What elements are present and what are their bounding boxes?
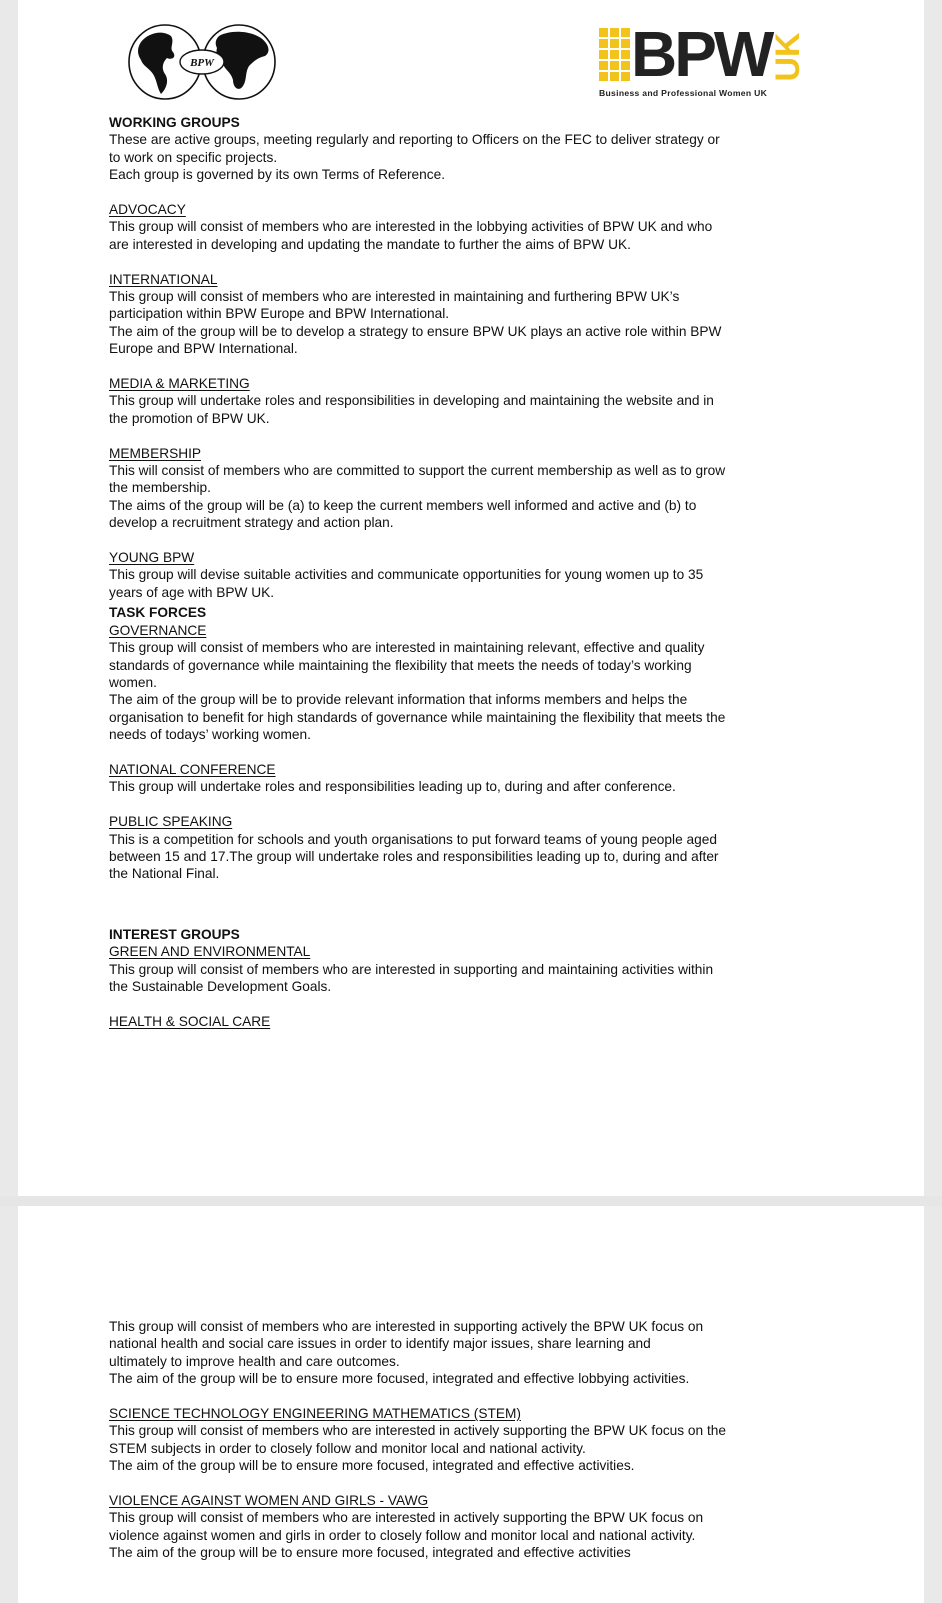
page-2-sections: [109, 1405, 829, 1562]
section-title: MEMBERSHIP: [109, 445, 202, 461]
body-text-line: This group will consist of members who are interested in maintaining and furthering BPW UK’s: [109, 289, 680, 305]
section-membership: [109, 445, 829, 532]
body-text-line: develop a recruitment strategy and action plan.: [109, 515, 394, 531]
logo-uk-mark: [768, 26, 807, 88]
body-text-line: standards of governance while maintaining the flexibility that meets the needs of today’s working: [109, 657, 692, 673]
section-international: [109, 271, 829, 358]
task-forces-heading: TASK FORCES: [109, 605, 207, 621]
section-title: YOUNG BPW: [109, 550, 195, 566]
body-text-line: The aim of the group will be to ensure more focused, integrated and effective lobbying activities.: [109, 1371, 690, 1387]
logo-grid-icon: [599, 28, 633, 90]
body-text-line: years of age with BPW UK.: [109, 584, 275, 600]
body-text-line: are interested in developing and updating the mandate to further the aims of BPW UK.: [109, 236, 631, 252]
section-public-speaking: [109, 813, 829, 883]
section-advocacy: [109, 201, 829, 253]
section-national-conference: [109, 761, 829, 796]
body-text-line: needs of todays’ working women.: [109, 727, 311, 743]
body-text-line: The aim of the group will be to ensure more focused, integrated and effective activities.: [109, 1458, 635, 1474]
body-text-line: This group will consist of members who are interested in supporting and maintaining activities within: [109, 961, 714, 977]
section-title: INTERNATIONAL: [109, 271, 218, 287]
body-text-line: between 15 and 17.The group will undertake roles and responsibilities leading up to, during and after: [109, 848, 719, 864]
body-text-line: the promotion of BPW UK.: [109, 410, 270, 426]
body-text-line: This group will undertake roles and responsibilities in developing and maintaining the website and in: [109, 393, 714, 409]
body-text-line: Europe and BPW International.: [109, 341, 298, 357]
body-text-line: participation within BPW Europe and BPW International.: [109, 306, 450, 322]
section-title: VIOLENCE AGAINST WOMEN AND GIRLS - VAWG: [109, 1493, 429, 1509]
body-text-line: to work on specific projects.: [109, 149, 278, 165]
body-text-line: This is a competition for schools and youth organisations to put forward teams of young people aged: [109, 831, 717, 847]
body-text-line: The aims of the group will be (a) to keep the current members well informed and active and (b) to: [109, 497, 697, 513]
body-text-line: This group will consist of members who are interested in actively supporting the BPW UK focus on: [109, 1510, 704, 1526]
logo-uk-text: UK: [768, 32, 807, 82]
bpw-uk-logo: [599, 18, 814, 102]
section-governance: [109, 622, 829, 744]
section-title: GREEN AND ENVIRONMENTAL: [109, 944, 311, 960]
section-science-technology-engineering-mathematics-stem: [109, 1405, 829, 1475]
interest-groups-sections: [109, 943, 829, 1030]
working-groups-heading: WORKING GROUPS: [109, 115, 240, 130]
health-care-continuation: [109, 1318, 829, 1388]
body-text-line: the membership.: [109, 480, 211, 496]
page-separator: [0, 1196, 942, 1206]
body-text-line: The aim of the group will be to ensure more focused, integrated and effective activities: [109, 1545, 631, 1561]
section-title: NATIONAL CONFERENCE: [109, 761, 276, 777]
body-text-line: Each group is governed by its own Terms of Reference.: [109, 167, 446, 183]
body-text-line: This group will consist of members who are interested in supporting actively the BPW UK focus on: [109, 1319, 704, 1334]
page-1-content: [109, 114, 829, 1030]
working-groups-intro: [109, 131, 829, 183]
page-2-content: [109, 1318, 829, 1562]
body-text-line: The aim of the group will be to provide relevant information that informs members and helps the: [109, 692, 688, 708]
working-groups-sections: [109, 184, 829, 602]
body-text-line: organisation to benefit for high standards of governance while maintaining the flexibility that meets the: [109, 709, 726, 725]
section-title: SCIENCE TECHNOLOGY ENGINEERING MATHEMATICS (STEM): [109, 1406, 521, 1422]
body-text-line: national health and social care issues in order to identify major issues, share learning and: [109, 1336, 651, 1352]
task-forces-sections: [109, 622, 829, 883]
body-text-line: The aim of the group will be to develop a strategy to ensure BPW UK plays an active role within BPW: [109, 323, 722, 339]
section-title: MEDIA & MARKETING: [109, 376, 250, 392]
section-violence-against-women-and-girls-vawg: [109, 1492, 829, 1562]
body-text-line: the Sustainable Development Goals.: [109, 978, 332, 994]
body-text-line: violence against women and girls in order to closely follow and monitor local and national activity.: [109, 1527, 696, 1543]
body-text-line: ultimately to improve health and care outcomes.: [109, 1353, 400, 1369]
section-title: GOVERNANCE: [109, 622, 207, 638]
body-text-line: This group will devise suitable activities and communicate opportunities for young women up to 35: [109, 567, 704, 583]
section-title: ADVOCACY: [109, 202, 186, 218]
body-text-line: STEM subjects in order to closely follow and monitor local and national activity.: [109, 1440, 586, 1456]
logo-tagline: Business and Professional Women UK: [599, 88, 768, 98]
body-text-line: This group will undertake roles and responsibilities leading up to, during and after conference.: [109, 779, 676, 795]
body-text-line: women.: [109, 674, 157, 690]
section-title: HEALTH & SOCIAL CARE: [109, 1013, 271, 1029]
globe-logo-text: BPW: [190, 57, 214, 69]
body-text-line: This group will consist of members who are interested in actively supporting the BPW UK focus on the: [109, 1423, 726, 1439]
section-title: PUBLIC SPEAKING: [109, 814, 233, 830]
interest-groups-heading: INTEREST GROUPS: [109, 926, 240, 942]
body-text-line: This group will consist of members who are interested in maintaining relevant, effective and quality: [109, 640, 705, 656]
body-text-line: These are active groups, meeting regularly and reporting to Officers on the FEC to deliver strategy or: [109, 132, 720, 148]
body-text-line: This will consist of members who are committed to support the current membership as well as to grow: [109, 463, 726, 479]
logo-bpw-letters: BPW: [631, 18, 772, 90]
section-green-and-environmental: [109, 943, 829, 995]
body-text-line: This group will consist of members who are interested in the lobbying activities of BPW UK and who: [109, 219, 713, 235]
section-health-social-care: [109, 1013, 829, 1030]
body-text-line: the National Final.: [109, 866, 220, 882]
bpw-globe-logo: [127, 22, 279, 102]
section-media-marketing: [109, 375, 829, 427]
section-young-bpw: [109, 549, 829, 601]
